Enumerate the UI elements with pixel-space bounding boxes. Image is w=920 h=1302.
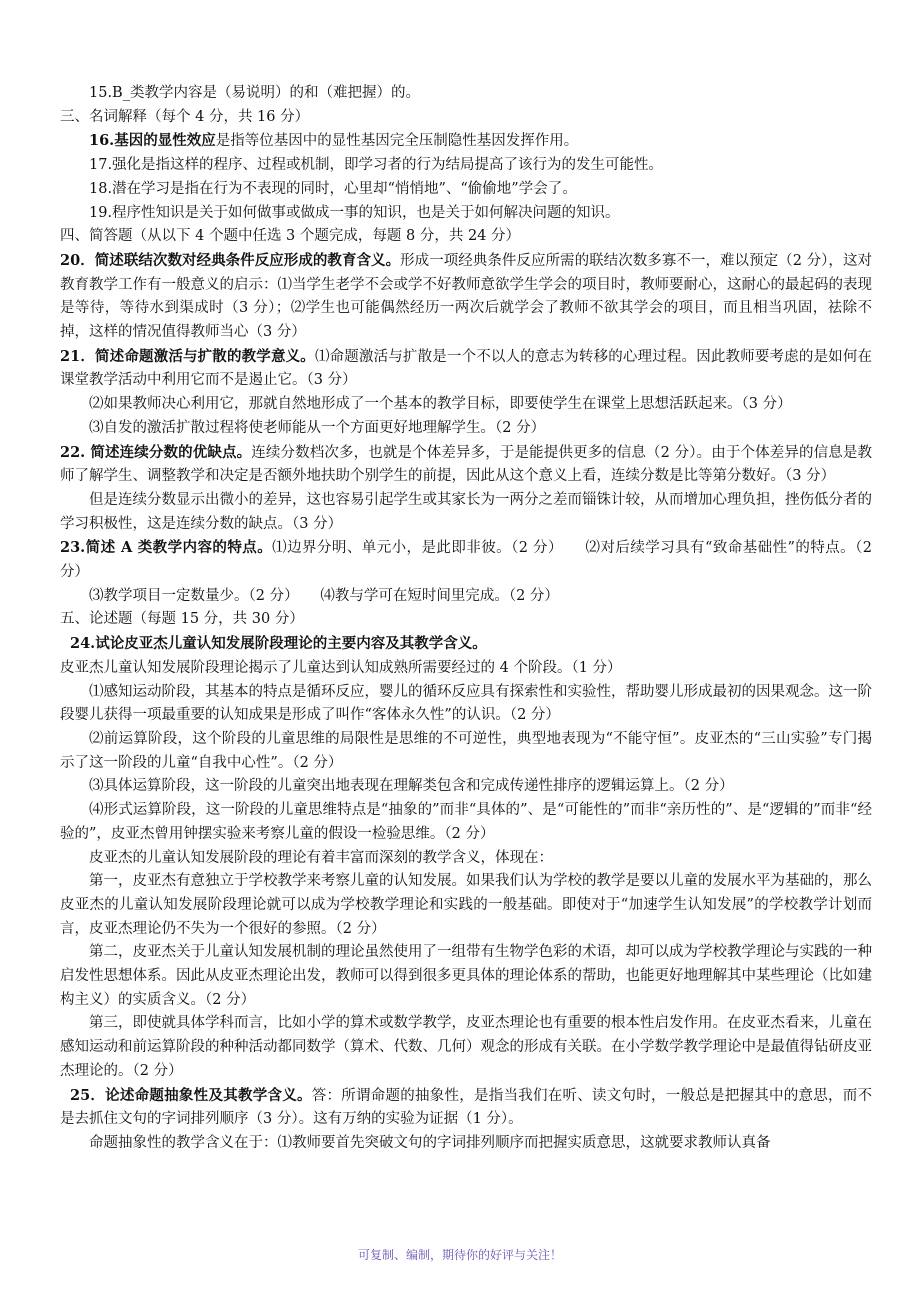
paragraph <box>60 129 872 154</box>
paragraph <box>60 585 872 609</box>
question-title: 22. 简述连续分数的优缺点。 <box>60 443 252 461</box>
paragraph-text: 19.程序性知识是关于如何做事或做成一事的知识，也是关于如何解决问题的知识。 <box>89 204 620 221</box>
question-title: 24.试论皮亚杰儿童认知发展阶段理论的主要内容及其教学含义。 <box>70 635 487 653</box>
paragraph <box>60 632 872 657</box>
question-title: 23.简述 A 类教学内容的特点。 <box>60 539 273 557</box>
paragraph-text: 三、名词解释（每个 4 分，共 16 分） <box>60 108 310 125</box>
paragraph <box>60 1012 872 1083</box>
paragraph <box>60 681 872 728</box>
paragraph <box>60 225 872 249</box>
paragraph <box>60 657 872 681</box>
paragraph <box>60 775 872 799</box>
paragraph <box>60 728 872 775</box>
page-footer: 可复制、编制，期待你的好评与关注！ <box>357 1248 562 1262</box>
paragraph <box>60 1132 872 1156</box>
paragraph <box>60 154 872 178</box>
paragraph <box>60 178 872 202</box>
paragraph <box>60 441 872 489</box>
paragraph-text: ⑵前运算阶段，这个阶段的儿童思维的局限性是思维的不可逆性，典型地表现为“不能守恒”。皮亚杰的“三山实验”专门揭示了这一阶段的儿童“自我中心性”。（2 分） <box>60 730 872 771</box>
paragraph-text: ⑶具体运算阶段，这一阶段的儿童突出地表现在理解类包含和完成传递性排序的逻辑运算上。（2 分） <box>89 778 734 795</box>
paragraph-text: 第三，即使就具体学科而言，比如小学的算术或数学教学，皮亚杰理论也有重要的根本性启发作用。在皮亚杰看来，儿童在感知运动和前运算阶段的种种活动都同数学（算术、代数、几何）观念的形成有关联。在小学数学教学理论中是最值得钻研皮亚杰理论的。（2 分） <box>60 1015 872 1079</box>
paragraph-text: 是指等位基因中的显性基因完全压制隐性基因发挥作用。 <box>215 133 579 150</box>
paragraph <box>60 82 872 106</box>
paragraph-text: ⑴感知运动阶段，其基本的特点是循环反应，婴儿的循环反应具有探索性和实验性，帮助婴儿形成最初的因果观念。这一阶段婴儿获得一项最重要的认知成果是形成了叫作“客体永久性”的认识。（2 分） <box>60 683 872 724</box>
question-title: 16.基因的显性效应 <box>89 132 216 150</box>
paragraph <box>60 202 872 226</box>
paragraph <box>60 536 872 584</box>
paragraph-text: 五、论述题（每题 15 分，共 30 分） <box>60 611 304 628</box>
paragraph-text: ⑴边界分明、单元小，是此即非彼。（2 分） ⑵对后续学习具有“致命基础性”的特点。（2 分） <box>60 540 872 581</box>
paragraph <box>60 608 872 632</box>
question-title: 25．论述命题抽象性及其教学含义。 <box>70 1086 312 1104</box>
paragraph-text: 命题抽象性的教学含义在于：⑴教师要首先突破文句的字词排列顺序而把握实质意思，这就要求教师认真备 <box>89 1134 771 1151</box>
paragraph <box>60 870 872 941</box>
paragraph-text: 四、简答题（从以下 4 个题中任选 3 个题完成，每题 8 分，共 24 分） <box>60 228 520 245</box>
paragraph-text: 第二，皮亚杰关于儿童认知发展机制的理论虽然使用了一组带有生物学色彩的术语，却可以成为学校教学理论与实践的一种启发性思想体系。因此从皮亚杰理论出发，教师可以得到很多更具体的理论体系的帮助，也能更好地理解其中某些理论（比如建构主义）的实质含义。（2 分） <box>60 944 872 1008</box>
paragraph <box>60 345 872 393</box>
paragraph-text: 但是连续分数显示出微小的差异，这也容易引起学生或其家长为一两分之差而锱铢计较，从而增加心理负担，挫伤低分者的学习积极性，这是连续分数的缺点。（3 分） <box>60 491 872 532</box>
document-body <box>60 82 872 1156</box>
paragraph-text: 18.潜在学习是指在行为不表现的同时，心里却“悄悄地”、“偷偷地”学会了。 <box>89 180 577 197</box>
paragraph <box>60 1084 872 1132</box>
paragraph <box>60 393 872 417</box>
paragraph <box>60 941 872 1012</box>
paragraph-text: ⑷形式运算阶段，这一阶段的儿童思维特点是“抽象的”而非“具体的”、是“可能性的”而非“亲历性的”、是“逻辑的”而非“经验的”，皮亚杰曾用钟摆实验来考察儿童的假设一检验思维。（2 分） <box>60 802 872 842</box>
paragraph <box>60 799 872 846</box>
paragraph-text: 17.强化是指这样的程序、过程或机制，即学习者的行为结局提高了该行为的发生可能性。 <box>89 157 664 174</box>
paragraph-text: ⑶教学项目一定数量少。（2 分） ⑷教与学可在短时间里完成。（2 分） <box>89 587 559 604</box>
paragraph <box>60 249 872 345</box>
paragraph-text: 答：所谓命题的抽象性，是指当我们在听、读文句时，一般总是把握其中的意思，而不是去抓住文句的字词排列顺序（3 分）。这有万纳的实验为证据（1 分）。 <box>60 1087 872 1128</box>
paragraph-text: ⑵如果教师决心利用它，那就自然地形成了一个基本的教学目标，即要使学生在课堂上思想活跃起来。（3 分） <box>89 396 792 413</box>
paragraph-text: ⑴命题激活与扩散是一个不以人的意志为转移的心理过程。因此教师要考虑的是如何在课堂教学活动中利用它而不是遏止它。（3 分） <box>60 348 872 389</box>
paragraph-text: 第一，皮亚杰有意独立于学校教学来考察儿童的认知发展。如果我们认为学校的教学是要以儿童的发展水平为基础的，那么皮亚杰的儿童认知发展阶段理论就可以成为学校教学理论和实践的一般基础。即使对于“加速学生认知发展”的学校教学计划而言，皮亚杰理论仍不失为一个很好的参照。（2 分） <box>60 873 872 937</box>
paragraph-text: 皮亚杰的儿童认知发展阶段的理论有着丰富而深刻的教学含义，体现在： <box>89 849 553 866</box>
paragraph <box>60 489 872 536</box>
paragraph <box>60 847 872 871</box>
paragraph-text: 皮亚杰儿童认知发展阶段理论揭示了儿童达到认知成熟所需要经过的 4 个阶段。（1 分） <box>60 659 622 676</box>
question-title: 21．简述命题激活与扩散的教学意义。 <box>60 347 315 365</box>
paragraph <box>60 106 872 130</box>
question-title: 20．简述联结次数对经典条件反应形成的教育含义。 <box>60 251 401 269</box>
paragraph-text: 形成一项经典条件反应所需的联结次数多寡不一，难以预定（2 分），这对教育教学工作有一般意义的启示：⑴当学生老学不会或学不好教师意欲学生学会的项目时，教师要耐心，这耐心的最起码的表现是等待，等待水到渠成时（3 分）；⑵学生也可能偶然经历一两次后就学会了教师不欲其学会的项目，而且相当巩固，祛除不掉，这样的情况值得教师当心（3 分） <box>60 252 872 341</box>
paragraph-text: 连续分数档次多，也就是个体差异多，于是能提供更多的信息（2 分）。由于个体差异的信息是教师了解学生、调整教学和决定是否额外地扶助个别学生的前提，因此从这个意义上看，连续分数是比等第分数好。（3 分） <box>60 444 872 485</box>
paragraph <box>60 417 872 441</box>
paragraph-text: ⑶自发的激活扩散过程将使老师能从一个方面更好地理解学生。（2 分） <box>89 419 546 436</box>
paragraph-text: 15.B_类教学内容是（易说明）的和（难把握）的。 <box>89 85 420 101</box>
